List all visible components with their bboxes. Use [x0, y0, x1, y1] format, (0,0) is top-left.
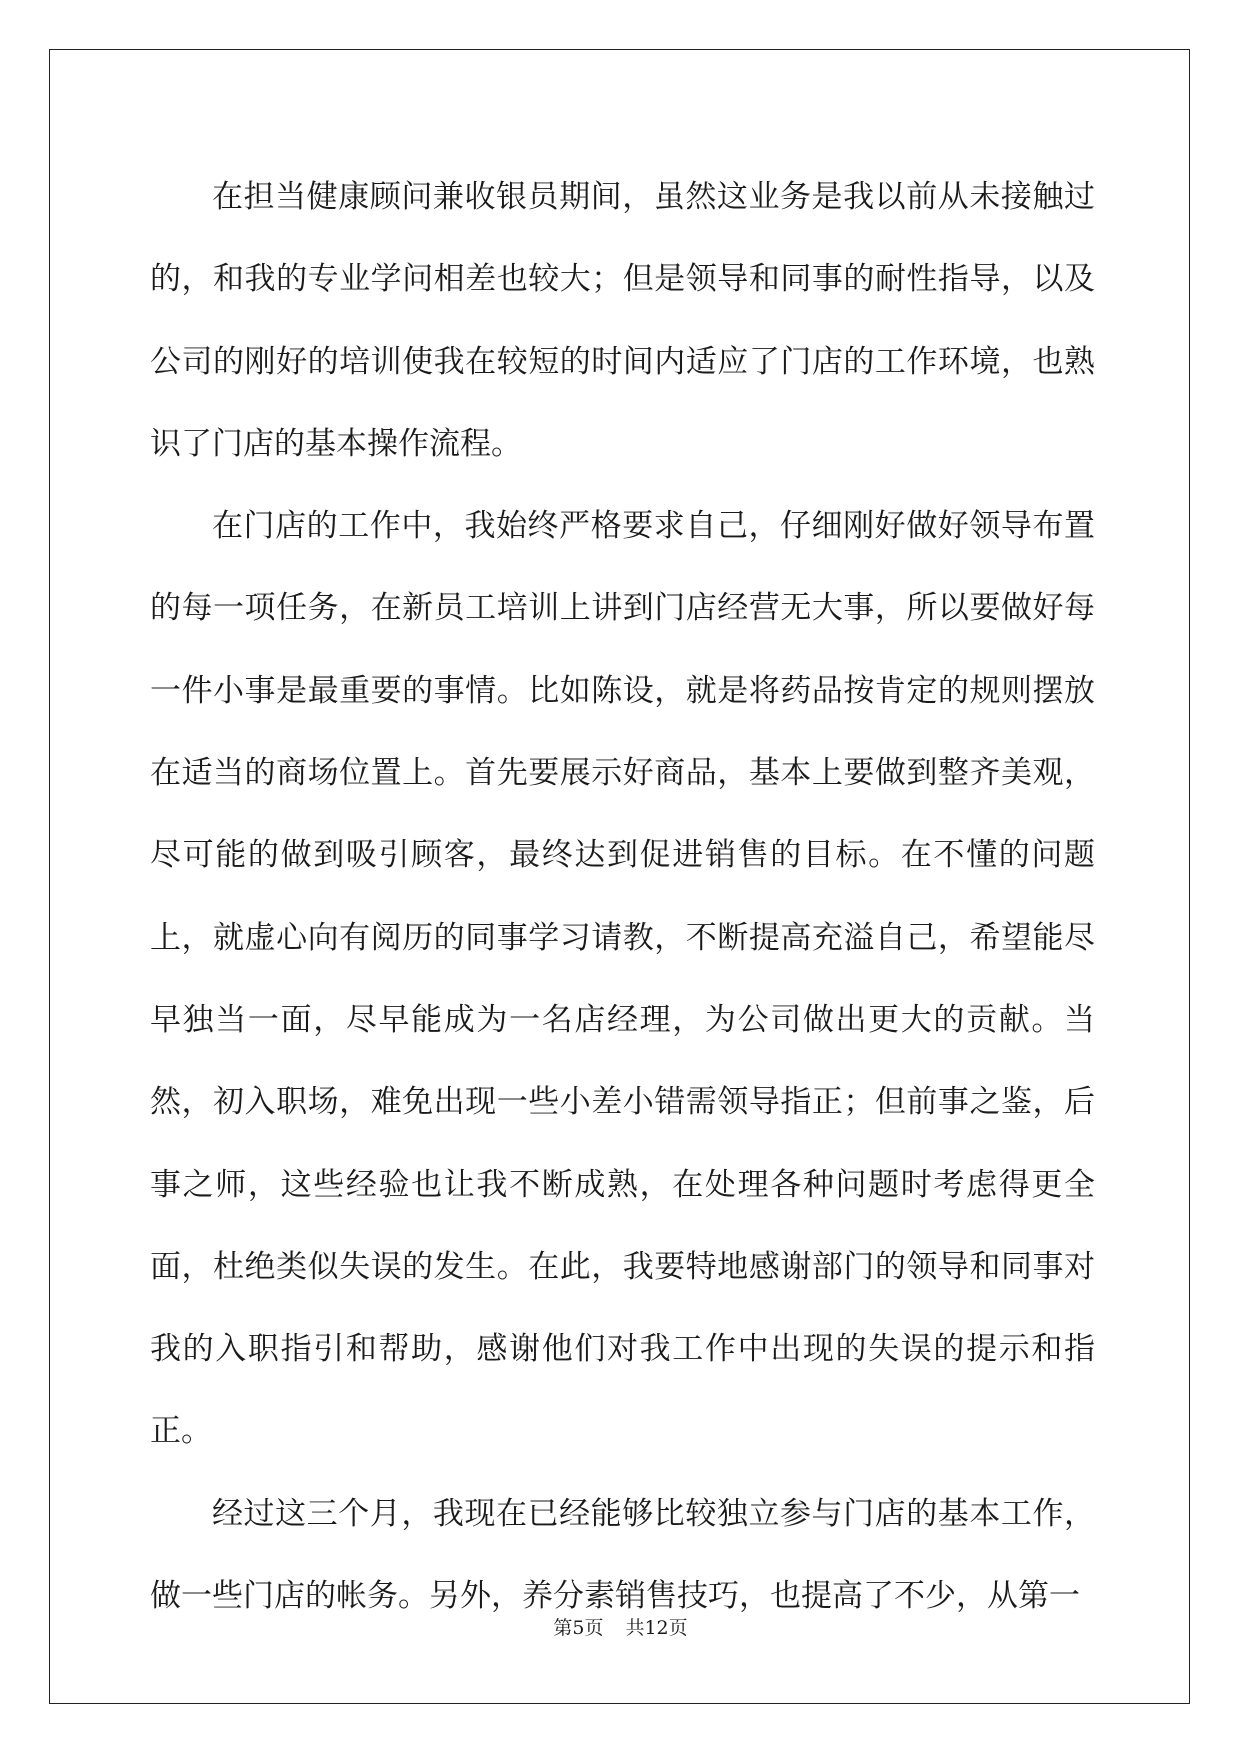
page-total: 共12页 — [625, 1617, 688, 1639]
page-number: 第5页 — [553, 1617, 604, 1639]
page-footer — [0, 1613, 1241, 1640]
paragraph: 在担当健康顾问兼收银员期间，虽然这业务是我以前从未接触过的，和我的专业学问相差也较大；但是领导和同事的耐性指导，以及公司的刚好的培训使我在较短的时间内适应了门店的工作环境，也熟识了门店的基本操作流程。 — [150, 179, 1095, 462]
document-body — [150, 156, 1095, 1637]
paragraph: 经过这三个月，我现在已经能够比较独立参与门店的基本工作，做一些门店的帐务。另外，养分素销售技巧，也提高了不少，从第一 — [150, 1495, 1095, 1615]
paragraph: 在门店的工作中，我始终严格要求自己，仔细刚好做好领导布置的每一项任务，在新员工培训上讲到门店经营无大事，所以要做好每一件小事是最重要的事情。比如陈设，就是将药品按肯定的规则摆放在适当的商场位置上。首先要展示好商品，基本上要做到整齐美观，尽可能的做到吸引顾客，最终达到促进销售的目标。在不懂的问题上，就虚心向有阅历的同事学习请教，不断提高充溢自己，希望能尽早独当一面，尽早能成为一名店经理，为公司做出更大的贡献。当然，初入职场，难免出现一些小差小错需领导指正；但前事之鉴，后事之师，这些经验也让我不断成熟，在处理各种问题时考虑得更全面，杜绝类似失误的发生。在此，我要特地感谢部门的领导和同事对我的入职指引和帮助，感谢他们对我工作中出现的失误的提示和指正。 — [150, 508, 1095, 1450]
